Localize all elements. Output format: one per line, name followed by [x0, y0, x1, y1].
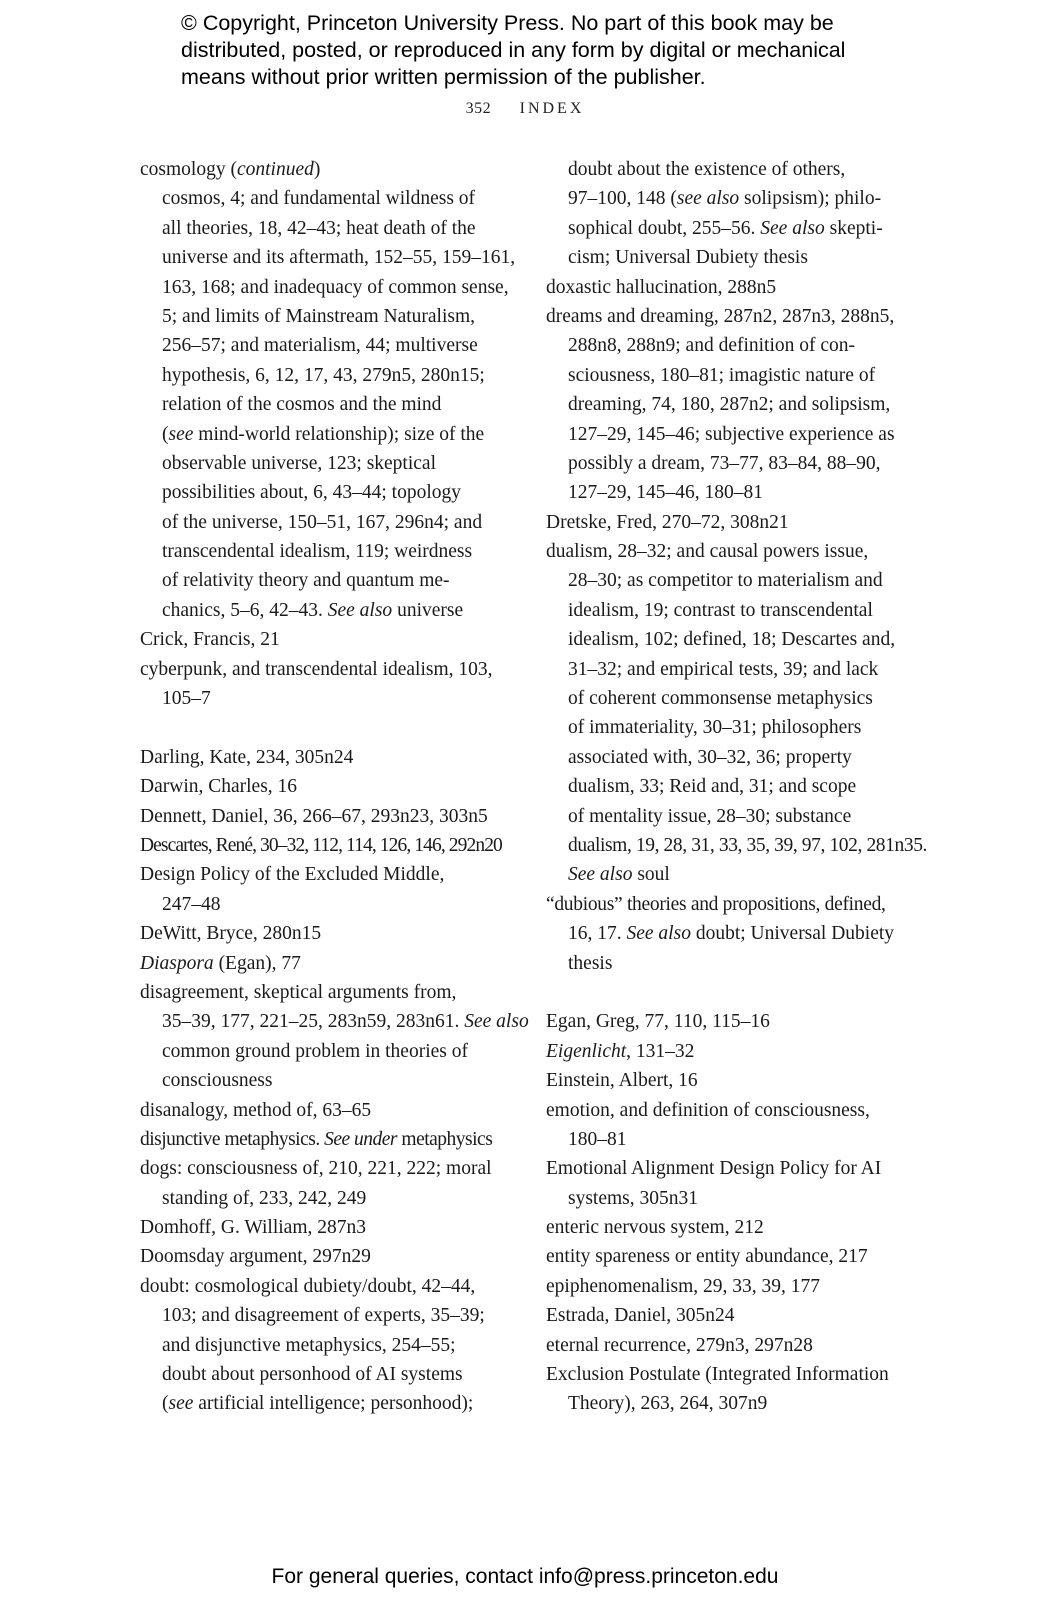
text-segment: ( — [162, 1393, 169, 1415]
footer-contact: For general queries, contact info@press.princeton.edu — [271, 1565, 779, 1588]
index-entry-continuation — [546, 184, 926, 213]
index-entry-continuation: common ground problem in theories of — [162, 1040, 468, 1062]
index-entry — [140, 949, 520, 978]
index-entry: doubt: cosmological dubiety/doubt, 42–44, — [140, 1275, 476, 1297]
index-entry-continuation: idealism, 102; defined, 18; Descartes and, — [568, 629, 896, 651]
italic-segment: See also — [626, 923, 691, 945]
text-segment: ) — [313, 159, 321, 180]
index-entry-continuation: 180–81 — [568, 1128, 627, 1150]
copyright-line: means without prior written permission of the publisher. — [181, 65, 706, 89]
index-entry: entity spareness or entity abundance, 217 — [546, 1246, 868, 1268]
index-entry: Exclusion Postulate (Integrated Information — [546, 1364, 889, 1386]
text-segment: doubt; Universal Dubiety — [690, 923, 895, 945]
index-entry-continuation: possibly a dream, 73–77, 83–84, 88–90, — [568, 452, 881, 474]
index-column-left — [140, 155, 529, 1419]
index-entry-continuation: of mentality issue, 28–30; substance — [568, 805, 852, 827]
index-entry-continuation: standing of, 233, 242, 249 — [162, 1187, 367, 1209]
text-segment: 97–100, 148 ( — [568, 188, 677, 210]
italic-segment: See also — [464, 1011, 529, 1033]
index-entry-continuation: thesis — [568, 952, 613, 974]
copyright-line: © Copyright, Princeton University Press. No part of this book may be — [181, 11, 834, 35]
index-entry: Dretske, Fred, 270–72, 308n21 — [546, 511, 789, 533]
index-entry: Crick, Francis, 21 — [140, 629, 280, 651]
index-entry-continuation: dualism, 33; Reid and, 31; and scope — [568, 776, 857, 798]
letter-group-gap — [140, 713, 520, 742]
index-entry-continuation: hypothesis, 6, 12, 17, 43, 279n5, 280n15; — [162, 364, 485, 386]
text-segment: soul — [632, 864, 670, 886]
index-entry: epiphenomenalism, 29, 33, 39, 177 — [546, 1275, 821, 1297]
index-entry: DeWitt, Bryce, 280n15 — [140, 923, 322, 945]
index-entry: “dubious” theories and propositions, defined, — [546, 893, 886, 915]
index-entry-continuation: all theories, 18, 42–43; heat death of the — [162, 217, 476, 239]
italic-segment: see — [168, 1393, 194, 1415]
index-entry — [546, 1037, 926, 1066]
page-number: 352 — [465, 100, 492, 117]
index-entry: Domhoff, G. William, 287n3 — [140, 1217, 366, 1239]
index-entry-continuation: 103; and disagreement of experts, 35–39; — [162, 1305, 485, 1327]
text-segment: disjunctive metaphysics. — [140, 1128, 325, 1150]
index-entry-continuation: observable universe, 123; skeptical — [162, 452, 436, 474]
italic-segment: Diaspora — [140, 952, 214, 974]
index-entry: dreams and dreaming, 287n2, 287n3, 288n5, — [546, 305, 895, 327]
index-entry-continuation: 5; and limits of Mainstream Naturalism, — [162, 305, 476, 327]
index-entry-continuation: universe and its aftermath, 152–55, 159–161, — [162, 247, 516, 269]
index-entry-continuation: cosmos, 4; and fundamental wildness of — [162, 188, 476, 210]
section-title: INDEX — [519, 100, 585, 117]
index-entry — [140, 1125, 520, 1154]
index-entry-continuation: transcendental idealism, 119; weirdness — [162, 541, 473, 563]
text-segment: skepti- — [824, 217, 883, 239]
index-entry-continuation: associated with, 30–32, 36; property — [568, 746, 852, 768]
index-entry-continuation: 288n8, 288n9; and definition of con- — [568, 335, 856, 357]
index-entry-continuation — [140, 420, 520, 449]
copyright-line: distributed, posted, or reproduced in any form by digital or mechanical — [181, 38, 846, 62]
italic-segment: see — [168, 423, 194, 445]
text-segment: sophical doubt, 255–56. — [568, 217, 761, 239]
text-segment: chanics, 5–6, 42–43. — [162, 599, 328, 621]
running-head — [0, 100, 1050, 118]
text-segment: 35–39, 177, 221–25, 283n59, 283n61. — [162, 1011, 465, 1033]
index-entry-continuation: Theory), 263, 264, 307n9 — [568, 1393, 768, 1415]
italic-segment: See also — [568, 864, 633, 886]
index-entry-continuation: of relativity theory and quantum me- — [162, 570, 450, 592]
index-entry: Dennett, Daniel, 36, 266–67, 293n23, 303n5 — [140, 805, 488, 827]
letter-group-gap — [546, 978, 926, 1007]
index-entry-continuation: 31–32; and empirical tests, 39; and lack — [568, 658, 879, 680]
index-entry-continuation: dualism, 19, 28, 31, 33, 35, 39, 97, 102, 281n35. — [568, 834, 928, 856]
index-entry — [140, 155, 520, 184]
index-entry-continuation: cism; Universal Dubiety thesis — [568, 247, 808, 269]
index-entry: disagreement, skeptical arguments from, — [140, 981, 457, 1003]
index-entry-continuation: of the universe, 150–51, 167, 296n4; and — [162, 511, 483, 533]
text-segment: universe — [392, 599, 464, 621]
index-entry-continuation: doubt about personhood of AI systems — [162, 1364, 463, 1386]
text-segment: artificial intelligence; personhood); — [193, 1393, 474, 1415]
index-entry: Einstein, Albert, 16 — [546, 1070, 698, 1092]
index-entry: Doomsday argument, 297n29 — [140, 1246, 371, 1268]
index-entry-continuation — [140, 1007, 529, 1036]
index-entry-continuation: consciousness — [162, 1070, 273, 1092]
italic-segment: See also — [760, 217, 825, 239]
index-entry-continuation — [546, 919, 926, 948]
text-segment: (Egan), 77 — [213, 952, 301, 974]
index-entry: doxastic hallucination, 288n5 — [546, 276, 777, 298]
text-segment: metaphysics — [397, 1128, 493, 1150]
index-entry-continuation: relation of the cosmos and the mind — [162, 394, 442, 416]
text-segment: solipsism); philo- — [739, 188, 882, 210]
index-entry-continuation: idealism, 19; contrast to transcendental — [568, 599, 873, 621]
index-entry-continuation: dreaming, 74, 180, 287n2; and solipsism, — [568, 394, 891, 416]
text-segment: cosmology ( — [140, 159, 237, 180]
index-entry: enteric nervous system, 212 — [546, 1217, 764, 1239]
index-entry: Descartes, René, 30–32, 112, 114, 126, 146, 292n20 — [140, 834, 502, 856]
index-entry-continuation: sciousness, 180–81; imagistic nature of — [568, 364, 876, 386]
index-column-right — [546, 155, 926, 1419]
index-entry-continuation: 28–30; as competitor to materialism and — [568, 570, 883, 592]
index-entry-continuation: 247–48 — [162, 893, 221, 915]
index-entry-continuation: 163, 168; and inadequacy of common sense, — [162, 276, 509, 298]
italic-segment: See under — [324, 1128, 398, 1150]
italic-segment: Eigenlicht — [546, 1040, 627, 1062]
index-entry: disanalogy, method of, 63–65 — [140, 1099, 372, 1121]
index-entry: Design Policy of the Excluded Middle, — [140, 864, 445, 886]
italic-segment: see also — [676, 188, 740, 210]
index-entry-continuation: of coherent commonsense metaphysics — [568, 688, 873, 710]
copyright-notice — [181, 10, 921, 91]
italic-segment: continued — [236, 159, 314, 180]
text-segment: 16, 17. — [568, 923, 627, 945]
index-entry: Darling, Kate, 234, 305n24 — [140, 746, 354, 768]
index-entry: Egan, Greg, 77, 110, 115–16 — [546, 1011, 770, 1033]
index-entry-continuation: 256–57; and materialism, 44; multiverse — [162, 335, 478, 357]
text-segment: mind-world relationship); size of the — [193, 423, 485, 445]
index-entry-continuation: and disjunctive metaphysics, 254–55; — [162, 1334, 456, 1356]
index-entry-continuation: doubt about the existence of others, — [568, 159, 846, 180]
index-entry: emotion, and definition of consciousness, — [546, 1099, 870, 1121]
index-entry: cyberpunk, and transcendental idealism, 103, — [140, 658, 493, 680]
index-entry-continuation: 127–29, 145–46, 180–81 — [568, 482, 763, 504]
index-entry: dogs: consciousness of, 210, 221, 222; moral — [140, 1158, 492, 1180]
index-entry-continuation — [140, 596, 520, 625]
index-entry: Estrada, Daniel, 305n24 — [546, 1305, 735, 1327]
index-entry-continuation: systems, 305n31 — [568, 1187, 699, 1209]
italic-segment: See also — [327, 599, 393, 621]
index-entry-continuation — [140, 1389, 520, 1418]
index-entry: dualism, 28–32; and causal powers issue, — [546, 541, 869, 563]
text-segment: ( — [162, 423, 169, 445]
index-entry-continuation: 105–7 — [162, 688, 211, 710]
index-entry-continuation: of immateriality, 30–31; philosophers — [568, 717, 862, 739]
index-entry: Emotional Alignment Design Policy for AI — [546, 1158, 882, 1180]
index-entry: Darwin, Charles, 16 — [140, 776, 298, 798]
index-entry-continuation: possibilities about, 6, 43–44; topology — [162, 482, 462, 504]
index-entry-continuation — [546, 214, 926, 243]
index-entry-continuation — [546, 860, 926, 889]
index-entry: eternal recurrence, 279n3, 297n28 — [546, 1334, 813, 1356]
index-entry-continuation: 127–29, 145–46; subjective experience as — [568, 423, 895, 445]
text-segment: , 131–32 — [626, 1040, 695, 1062]
